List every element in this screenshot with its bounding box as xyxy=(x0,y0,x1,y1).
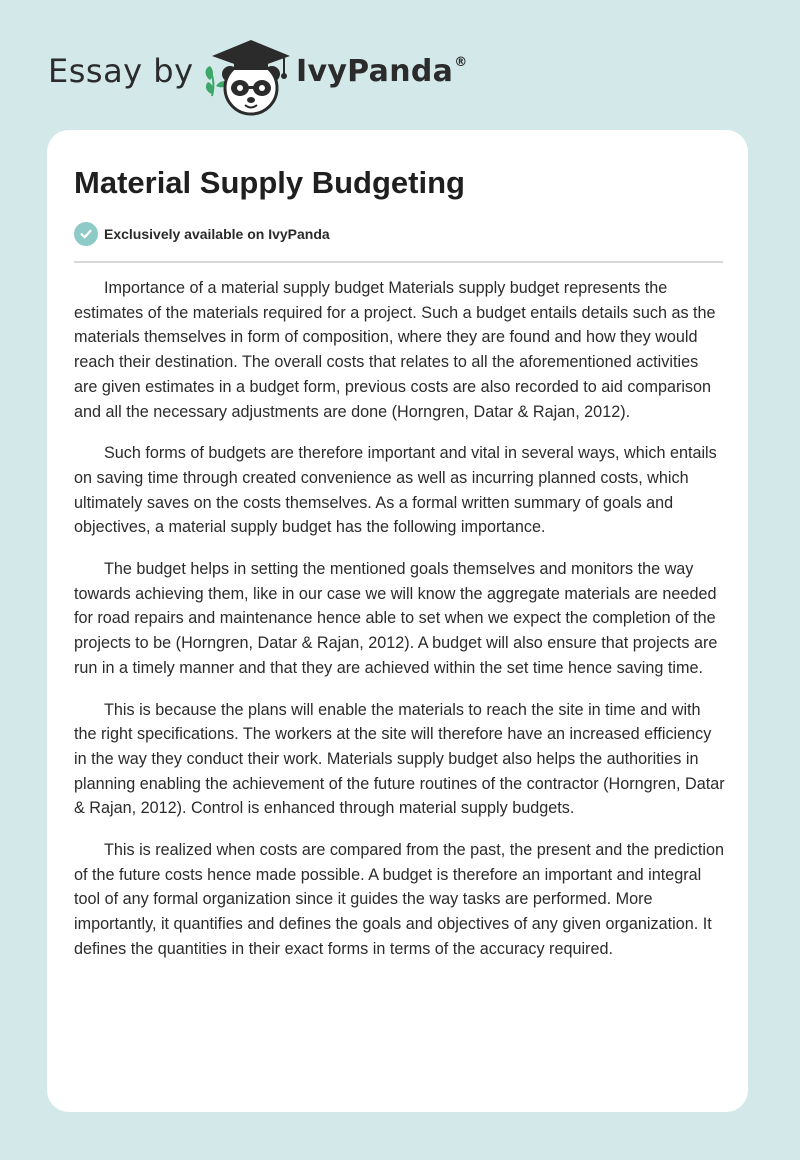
trademark-symbol: ® xyxy=(454,55,468,70)
checkmark-icon xyxy=(74,222,98,246)
essay-by-label: Essay by xyxy=(48,52,194,90)
brand-name[interactable] xyxy=(296,54,468,89)
essay-body xyxy=(74,276,726,979)
brand-text: IvyPanda xyxy=(296,54,454,89)
essay-card xyxy=(47,130,748,1112)
site-header xyxy=(48,30,508,120)
paragraph: This is because the plans will enable the materials to reach the site in time and with the right specifications. The workers at the site will therefore have an increased efficiency in the way they conduct their work. Materials supply budget also helps the authorities in planning enabling the achievement of the future routines of the contractor (Horngren, Datar & Rajan, 2012). Control is enhanced through material supply budgets. xyxy=(74,700,725,818)
divider xyxy=(74,261,723,263)
panda-graduate-logo[interactable] xyxy=(202,36,294,118)
exclusive-badge xyxy=(74,222,330,246)
page-title: Material Supply Budgeting xyxy=(74,165,465,200)
badge-label: Exclusively available on IvyPanda xyxy=(104,226,330,242)
paragraph: This is realized when costs are compared from the past, the present and the prediction of the future costs hence made possible. A budget is therefore an important and integral tool of any formal organization since it guides the way tasks are performed. More importantly, it quantifies and defines the goals and objectives of any given organization. It defines the quantities in their exact forms in terms of the accuracy required. xyxy=(74,841,724,958)
paragraph: Importance of a material supply budget Materials supply budget represents the estimates of the materials required for a project. Such a budget entails details such as the materials themselves in form of composition, where they are found and how they would reach their destination. The overall costs that relates to all the aforementioned activities are given estimates in a budget form, previous costs are also recorded to aid comparison and all the necessary adjustments are done (Horngren, Datar & Rajan, 2012). xyxy=(74,279,716,421)
paragraph: Such forms of budgets are therefore important and vital in several ways, which entails on saving time through created convenience as well as incurring planned costs, which ultimately saves on the costs themselves. As a formal written summary of goals and objectives, a material supply budget has the following importance. xyxy=(74,444,717,537)
paragraph: The budget helps in setting the mentioned goals themselves and monitors the way towards achieving them, like in our case we will know the aggregate materials are needed for road repairs and maintenance hence able to set when we expect the completion of the projects to be (Horngren, Datar & Rajan, 2012). A budget will also ensure that projects are run in a timely manner and that they are achieved within the set time hence saving time. xyxy=(74,560,718,677)
